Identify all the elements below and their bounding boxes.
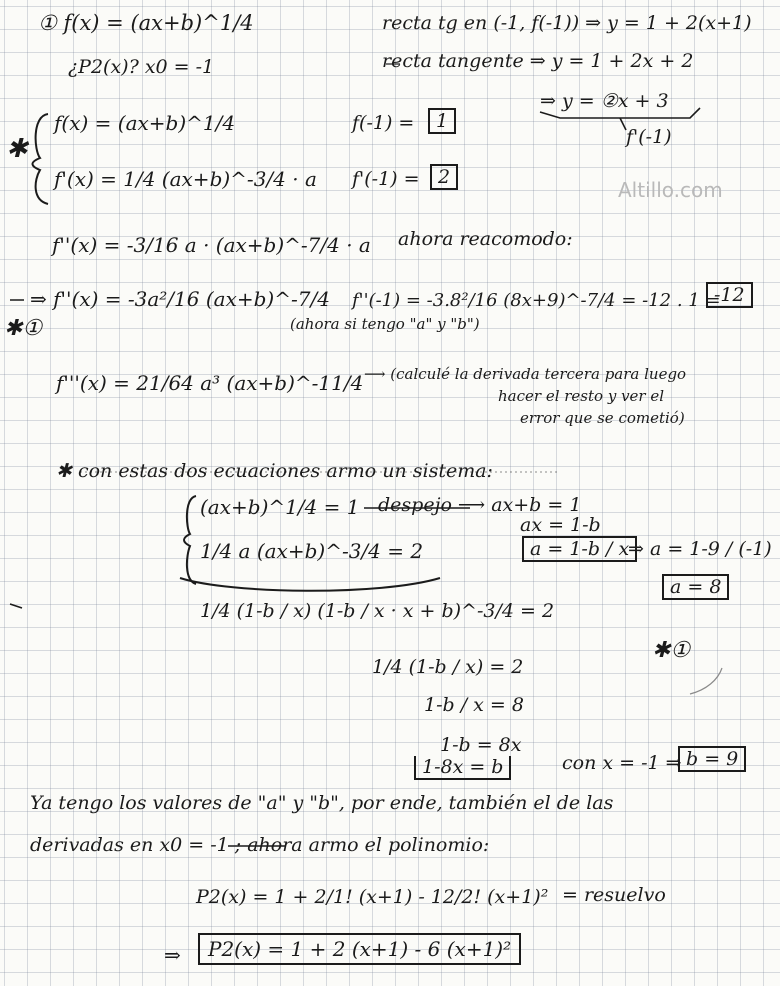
tangent-line-simplified: ⇒ y = ②x + 3	[540, 90, 669, 112]
a-expression-box: a = 1-b / x	[522, 536, 637, 562]
second-derivative: f''(x) = -3/16 a · (ax+b)^-7/4 · a	[52, 233, 371, 257]
solve-step: despejo ⟶ ax+b = 1	[378, 494, 582, 516]
third-derivative-note-1: ⟶ (calculé la derivada tercera para luego	[364, 365, 687, 383]
b-expression: 1-8x = b	[414, 756, 511, 780]
second-derivative-rearranged: ⇒ f''(x) = -3a²/16 (ax+b)^-7/4	[30, 287, 330, 311]
watermark: Altillo.com	[618, 178, 723, 202]
polynomial-formula: P2(x) = 1 + 2/1! (x+1) - 12/2! (x+1)²	[196, 886, 549, 908]
star-marker-one: ✱①	[4, 316, 43, 341]
third-derivative: f'''(x) = 21/64 a³ (ax+b)^-11/4	[56, 371, 364, 395]
linear-step: 1-b = 8x	[440, 734, 522, 756]
conclusion-line-1: Ya tengo los valores de "a" y "b", por ende, también el de las	[30, 792, 614, 814]
f-at-minus-one-label: f(-1) =	[352, 112, 415, 134]
equation-two: 1/4 a (ax+b)^-3/4 = 2	[200, 539, 424, 563]
tangent-line-expanded: recta tangente ⇒ y = 1 + 2x + 2	[382, 50, 694, 72]
fraction-step: 1-b / x = 8	[424, 694, 524, 716]
simplified-step: 1/4 (1-b / x) = 2	[372, 656, 524, 678]
ax-equation: ax = 1-b	[520, 514, 601, 536]
tangent-line-note: recta tg en (-1, f(-1)) ⇒ y = 1 + 2(x+1)	[382, 12, 752, 34]
function-definition: ① f(x) = (ax+b)^1/4	[38, 11, 254, 35]
f-at-minus-one-value: 1	[428, 108, 456, 134]
equation-one: (ax+b)^1/4 = 1	[200, 495, 360, 519]
substitution-step: 1/4 (1-b / x) (1-b / x · x + b)^-3/4 = 2	[200, 600, 555, 622]
star-marker-one-b: ✱①	[652, 638, 691, 663]
implies-arrow: ⇒	[164, 943, 181, 967]
second-derivative-evaluated: f''(-1) = -3.8²/16 (8x+9)^-7/4 = -12 . 1 =	[352, 290, 721, 311]
now-have-a-b-note: (ahora si tengo "a" y "b")	[290, 315, 480, 333]
second-derivative-value: -12	[706, 282, 753, 308]
function-expression: f(x) = (ax+b)^1/4	[54, 111, 236, 135]
solve-note: = resuelvo	[562, 884, 666, 906]
third-derivative-note-3: error que se cometió)	[520, 409, 685, 427]
third-derivative-note-2: hacer el resto y ver el	[498, 387, 665, 405]
fprime-at-minus-one-value: 2	[430, 164, 458, 190]
star-marker: ✱	[6, 134, 28, 164]
rearrange-note: ahora reacomodo:	[398, 228, 573, 250]
derivative-label: f'(-1)	[626, 126, 672, 148]
polynomial-question: ¿P2(x)? x0 = -1	[68, 56, 215, 78]
x-substitution: con x = -1 ⇒	[562, 752, 682, 774]
conclusion-line-2: derivadas en x0 = -1 ; ahora armo el polinomio:	[30, 834, 490, 856]
first-derivative: f'(x) = 1/4 (ax+b)^-3/4 · a	[54, 167, 317, 191]
final-polynomial: P2(x) = 1 + 2 (x+1) - 6 (x+1)²	[198, 933, 521, 965]
b-value: b = 9	[678, 746, 746, 772]
system-heading: ✱ con estas dos ecuaciones armo un sistema:	[56, 460, 493, 482]
a-substitution: ⇒ a = 1-9 / (-1)	[628, 538, 772, 560]
a-value: a = 8	[662, 574, 729, 600]
fprime-at-minus-one-label: f'(-1) =	[352, 168, 420, 190]
